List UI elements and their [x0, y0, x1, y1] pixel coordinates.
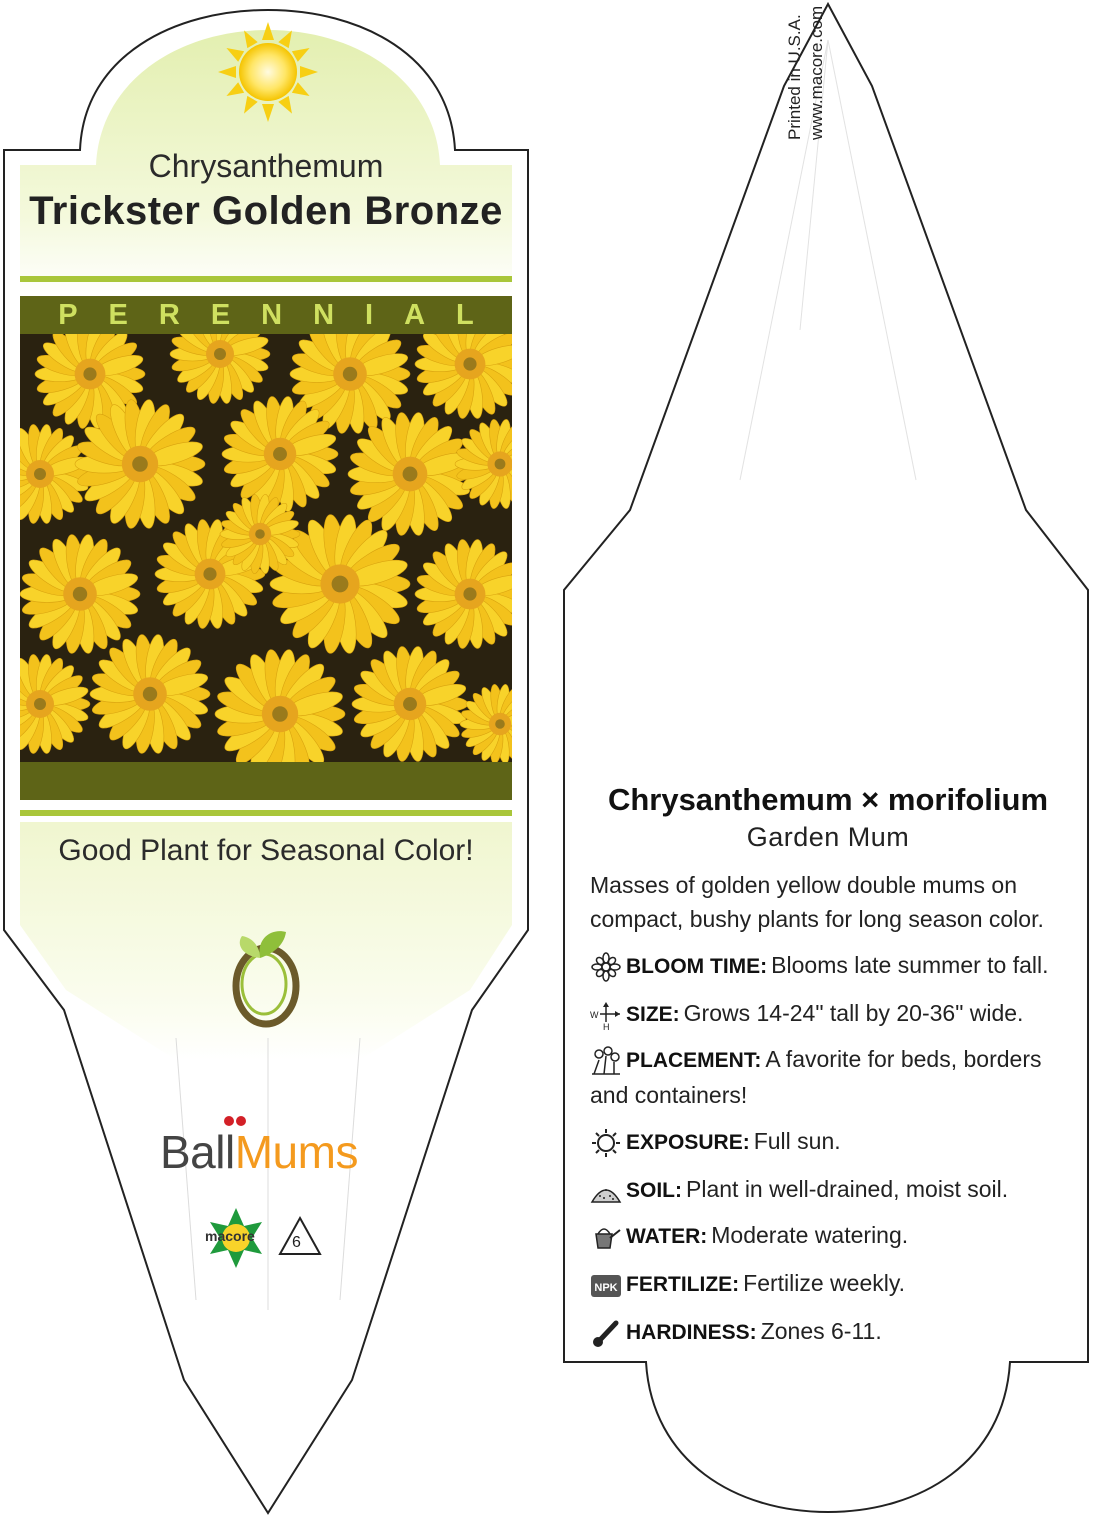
flower-photo: [20, 334, 512, 762]
photo-bottom-band: [20, 762, 512, 800]
care-label: FERTILIZE:: [626, 1273, 740, 1296]
care-label: SOIL:: [626, 1179, 682, 1202]
brand-mums: Mums: [234, 1126, 358, 1178]
tagline: Good Plant for Seasonal Color!: [58, 834, 474, 867]
variety-title: Trickster Golden Bronze: [29, 189, 503, 233]
care-label: WATER:: [626, 1225, 708, 1248]
printer-info: [784, 6, 828, 140]
npk-letters: NPK: [594, 1281, 618, 1294]
mum-flowers-image: [20, 334, 512, 762]
size-arrows-icon: [590, 1000, 622, 1030]
care-label: HARDINESS:: [626, 1321, 757, 1344]
care-text: A favorite for beds, borders and containers!: [590, 1046, 1042, 1108]
care-bloom-time: [590, 948, 1070, 984]
website: www.macore.com: [807, 5, 826, 140]
printed-in: Printed in U.S.A.: [785, 14, 804, 140]
ball-mums-logo: [160, 1125, 358, 1179]
care-text: Fertilize weekly.: [743, 1270, 906, 1296]
flower-icon: [590, 952, 622, 982]
care-soil: [590, 1172, 1070, 1208]
common-name: Garden Mum: [746, 822, 910, 852]
care-label: PLACEMENT:: [626, 1049, 762, 1072]
care-text: Full sun.: [753, 1128, 841, 1154]
care-hardiness: [590, 1314, 1070, 1350]
care-size: [590, 996, 1070, 1032]
care-exposure: [590, 1124, 1070, 1160]
sun-icon: [590, 1128, 622, 1158]
scientific-name: Chrysanthemum × morifolium: [607, 782, 1049, 817]
care-text: Moderate watering.: [711, 1222, 909, 1248]
care-label: EXPOSURE:: [626, 1131, 750, 1154]
thermometer-icon: [590, 1318, 622, 1348]
size-w-letter: W: [590, 1009, 599, 1020]
care-fertilize: [590, 1266, 1070, 1302]
genus-title: Chrysanthemum: [148, 148, 384, 184]
care-placement: [590, 1042, 1070, 1112]
macore-logo-text: macore: [205, 1228, 255, 1244]
size-h-letter: H: [603, 1021, 610, 1030]
category-label: PERENNIAL: [58, 299, 505, 331]
care-text: Grows 14-24" tall by 20-36" wide.: [683, 1000, 1024, 1026]
care-text: Zones 6-11.: [760, 1318, 882, 1344]
plant-description: Masses of golden yellow double mums on compact, bushy plants for long season color.: [590, 872, 1044, 932]
soil-icon: [590, 1176, 622, 1206]
plant-placement-icon: [590, 1046, 622, 1076]
care-label: BLOOM TIME:: [626, 955, 768, 978]
care-text: Blooms late summer to fall.: [771, 952, 1049, 978]
recycle-code: 6: [292, 1234, 301, 1251]
watering-can-icon: [590, 1222, 622, 1252]
brand-ball: Ball: [160, 1126, 235, 1178]
care-water: [590, 1218, 1070, 1254]
care-text: Plant in well-drained, moist soil.: [686, 1176, 1009, 1202]
npk-icon: [590, 1270, 622, 1300]
care-label: SIZE:: [626, 1003, 680, 1026]
